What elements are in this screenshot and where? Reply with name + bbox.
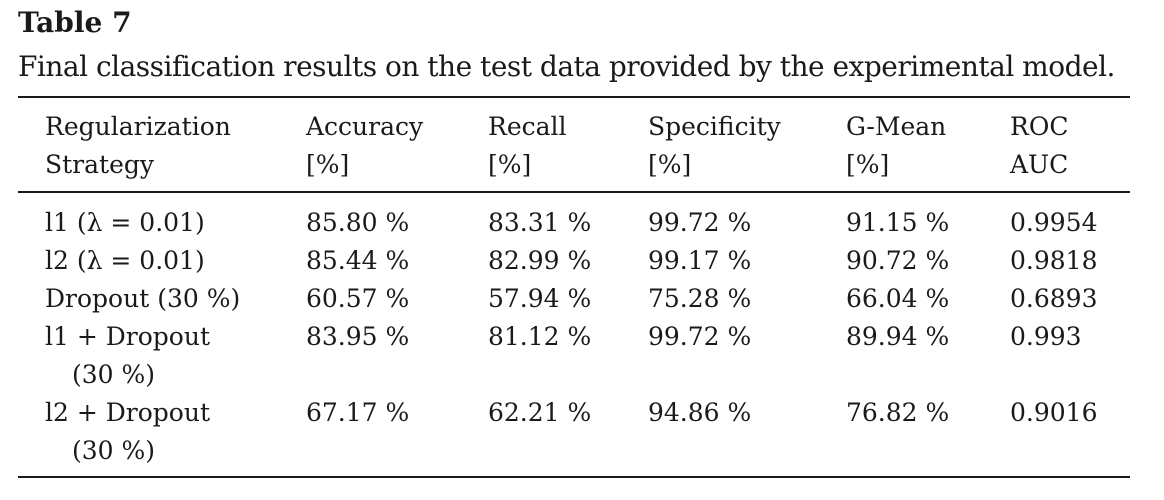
header-accuracy <box>306 108 423 184</box>
header-line: Strategy <box>45 150 154 179</box>
cell-recall: 83.31 % <box>488 208 592 237</box>
cell-accuracy: 60.57 % <box>306 284 410 313</box>
header-roc-auc <box>1010 108 1068 184</box>
cell-specificity: 75.28 % <box>648 284 752 313</box>
cell-recall: 81.12 % <box>488 322 592 351</box>
cell-roc-auc: 0.9016 <box>1010 398 1098 427</box>
header-line: Accuracy <box>306 112 424 141</box>
cell-accuracy: 85.44 % <box>306 246 410 275</box>
cell-strategy <box>45 394 210 470</box>
strategy-continuation: (30 %) <box>72 360 156 389</box>
header-specificity <box>648 108 781 184</box>
cell-gmean: 76.82 % <box>846 398 950 427</box>
strategy-line: l2 + Dropout <box>45 398 210 427</box>
header-line: [%] <box>648 150 692 179</box>
header-line: ROC <box>1010 112 1069 141</box>
cell-recall: 57.94 % <box>488 284 592 313</box>
header-line: [%] <box>306 150 350 179</box>
cell-strategy: l2 (λ = 0.01) <box>45 246 205 275</box>
header-line: G-Mean <box>846 112 947 141</box>
strategy-line: l1 + Dropout <box>45 322 210 351</box>
header-line: Specificity <box>648 112 781 141</box>
header-line: Regularization <box>45 112 231 141</box>
cell-strategy <box>45 318 210 394</box>
cell-specificity: 94.86 % <box>648 398 752 427</box>
cell-specificity: 99.17 % <box>648 246 752 275</box>
cell-accuracy: 67.17 % <box>306 398 410 427</box>
header-g-mean <box>846 108 946 184</box>
cell-roc-auc: 0.6893 <box>1010 284 1098 313</box>
header-recall <box>488 108 567 184</box>
table-label: Table 7 <box>18 6 132 39</box>
header-rule <box>18 191 1130 193</box>
cell-roc-auc: 0.9954 <box>1010 208 1098 237</box>
header-line: Recall <box>488 112 567 141</box>
cell-strategy: Dropout (30 %) <box>45 284 241 313</box>
header-line: [%] <box>846 150 890 179</box>
cell-gmean: 91.15 % <box>846 208 950 237</box>
cell-accuracy: 85.80 % <box>306 208 410 237</box>
header-line: [%] <box>488 150 532 179</box>
cell-roc-auc: 0.993 <box>1010 322 1082 351</box>
table-caption: Final classification results on the test data provided by the experimental model. <box>18 50 1115 83</box>
cell-strategy: l1 (λ = 0.01) <box>45 208 205 237</box>
cell-roc-auc: 0.9818 <box>1010 246 1098 275</box>
cell-gmean: 66.04 % <box>846 284 950 313</box>
header-regularization-strategy <box>45 108 231 184</box>
cell-gmean: 90.72 % <box>846 246 950 275</box>
cell-specificity: 99.72 % <box>648 208 752 237</box>
header-line: AUC <box>1010 150 1069 179</box>
cell-recall: 62.21 % <box>488 398 592 427</box>
strategy-continuation: (30 %) <box>72 436 156 465</box>
cell-specificity: 99.72 % <box>648 322 752 351</box>
cell-recall: 82.99 % <box>488 246 592 275</box>
bottom-rule <box>18 476 1130 478</box>
cell-accuracy: 83.95 % <box>306 322 410 351</box>
top-rule <box>18 96 1130 98</box>
cell-gmean: 89.94 % <box>846 322 950 351</box>
